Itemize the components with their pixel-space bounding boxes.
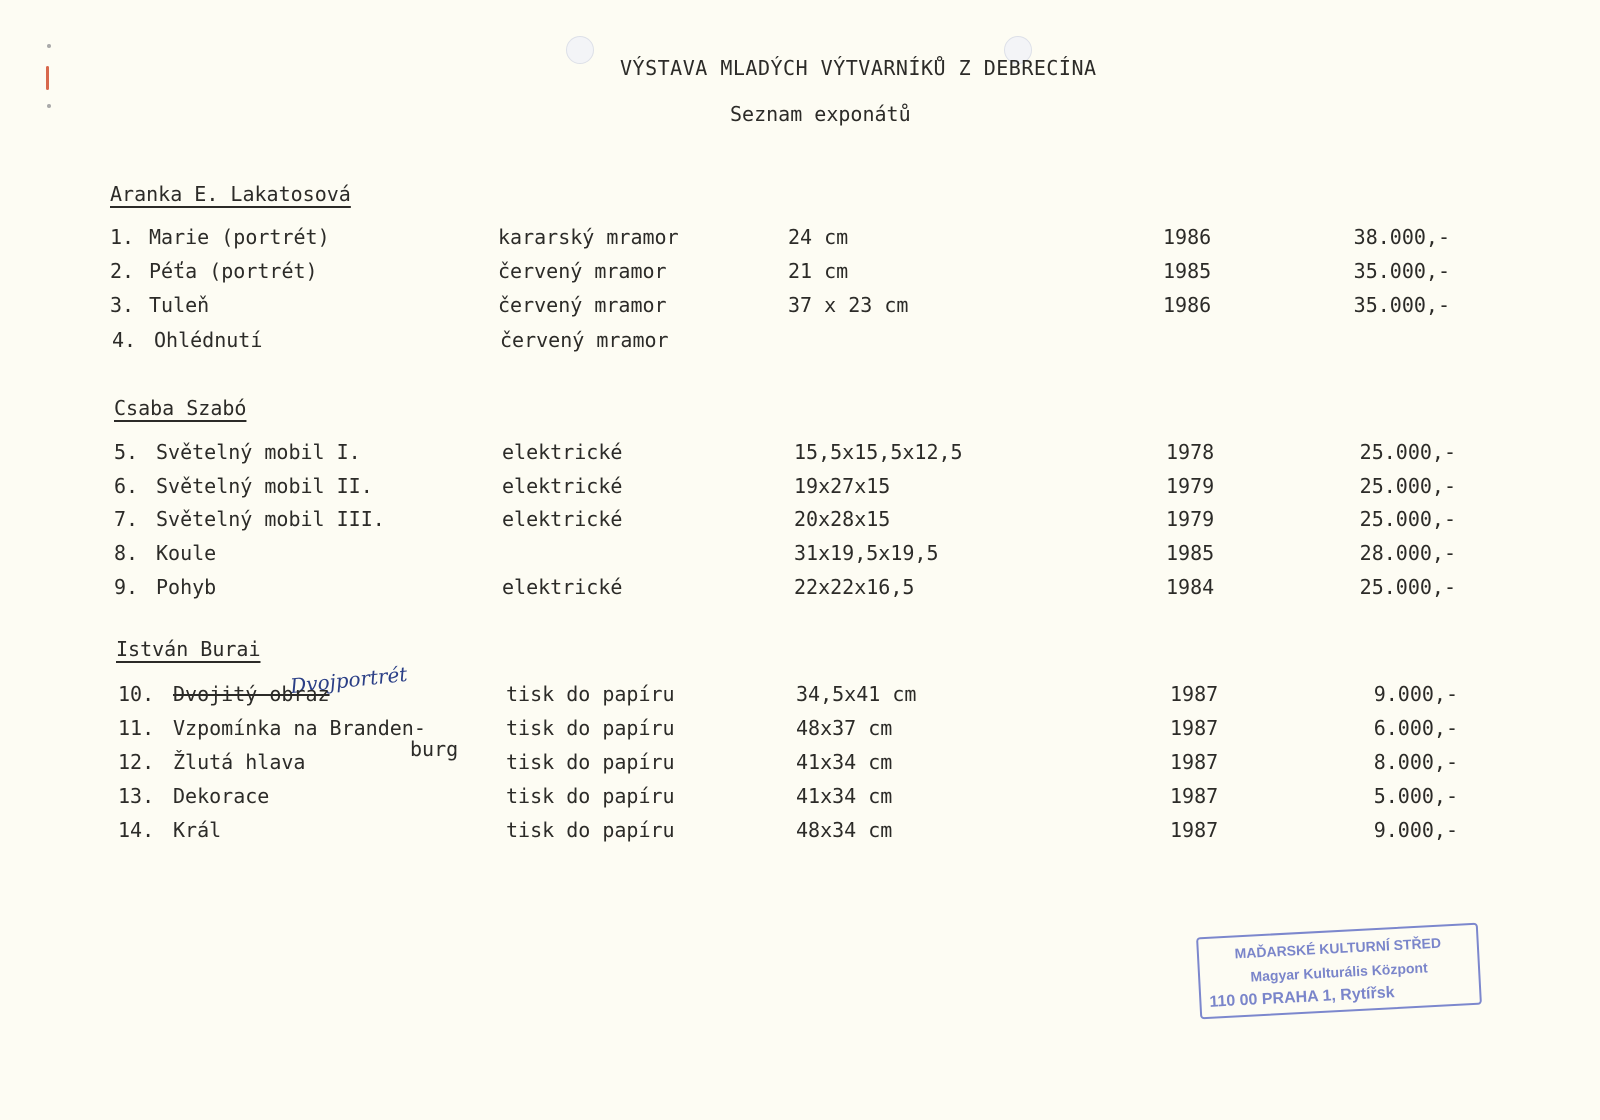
exhibit-price: 8.000,- [1373, 750, 1458, 774]
exhibit-title: Marie (portrét) [149, 225, 330, 249]
exhibit-number: 9. [114, 575, 139, 599]
exhibit-number: 4. [112, 328, 137, 352]
exhibit-year: 1985 [1166, 541, 1215, 565]
exhibit-material: tisk do papíru [506, 818, 675, 842]
artist-heading: István Burai [116, 637, 261, 661]
exhibit-row [0, 541, 1600, 573]
title-continuation: burg [410, 737, 459, 761]
exhibit-row [0, 784, 1600, 816]
exhibit-number: 1. [110, 225, 135, 249]
exhibit-row [0, 293, 1600, 325]
exhibit-row [0, 328, 1600, 360]
exhibit-material: elektrické [502, 507, 623, 531]
exhibit-number: 8. [114, 541, 139, 565]
exhibit-row [0, 440, 1600, 472]
exhibit-dimensions: 24 cm [788, 225, 849, 249]
exhibit-year: 1986 [1163, 225, 1212, 249]
exhibit-title-struck: Dvojitý obraz [173, 682, 330, 706]
exhibit-title: Ohlédnutí [154, 328, 263, 352]
exhibit-number: 11. [118, 716, 155, 740]
exhibit-row [0, 716, 1600, 748]
exhibit-material: elektrické [502, 474, 623, 498]
exhibit-material: tisk do papíru [506, 682, 675, 706]
exhibit-material: červený mramor [498, 259, 667, 283]
exhibit-material: kararský mramor [498, 225, 679, 249]
exhibit-year: 1987 [1170, 750, 1219, 774]
institution-stamp [1196, 923, 1482, 1020]
exhibit-year: 1986 [1163, 293, 1212, 317]
stamp-line-2: Magyar Kulturális Központ [1250, 959, 1429, 985]
exhibit-title: Vzpomínka na Branden- [173, 716, 426, 740]
artist-heading: Aranka E. Lakatosová [110, 182, 351, 206]
exhibit-number: 13. [118, 784, 155, 808]
exhibit-price: 35.000,- [1353, 259, 1450, 283]
exhibit-row [0, 750, 1600, 782]
exhibit-year: 1987 [1170, 818, 1219, 842]
exhibit-material: elektrické [502, 440, 623, 464]
exhibit-material: červený mramor [500, 328, 669, 352]
exhibit-price: 28.000,- [1359, 541, 1456, 565]
exhibit-dimensions: 15,5x15,5x12,5 [794, 440, 963, 464]
punch-hole-left [566, 36, 594, 64]
exhibit-title: Žlutá hlava [173, 750, 306, 774]
exhibit-number: 3. [110, 293, 135, 317]
exhibit-title: Král [173, 818, 222, 842]
exhibit-year: 1979 [1166, 507, 1215, 531]
exhibit-title: Koule [156, 541, 217, 565]
exhibit-row [0, 259, 1600, 291]
exhibit-title: Tuleň [149, 293, 210, 317]
edge-mark-dot-bottom [47, 104, 51, 108]
exhibit-number: 14. [118, 818, 155, 842]
exhibit-title: Dekorace [173, 784, 270, 808]
exhibit-number: 12. [118, 750, 155, 774]
exhibit-year: 1987 [1170, 716, 1219, 740]
exhibit-price: 25.000,- [1359, 507, 1456, 531]
exhibit-number: 10. [118, 682, 155, 706]
exhibit-year: 1985 [1163, 259, 1212, 283]
exhibit-price: 25.000,- [1359, 440, 1456, 464]
exhibit-price: 38.000,- [1353, 225, 1450, 249]
exhibit-number: 5. [114, 440, 139, 464]
document-title: VÝSTAVA MLADÝCH VÝTVARNÍKŮ Z DEBRECÍNA [620, 56, 1097, 80]
exhibit-dimensions: 48x37 cm [796, 716, 893, 740]
exhibit-dimensions: 19x27x15 [794, 474, 891, 498]
exhibit-price: 25.000,- [1359, 575, 1456, 599]
handwritten-correction: Dvojportrét [289, 661, 409, 699]
exhibit-year: 1987 [1170, 784, 1219, 808]
exhibit-material: červený mramor [498, 293, 667, 317]
exhibit-row [0, 225, 1600, 257]
exhibit-material: tisk do papíru [506, 784, 675, 808]
exhibit-dimensions: 48x34 cm [796, 818, 893, 842]
exhibit-row [0, 474, 1600, 506]
artist-heading: Csaba Szabó [114, 396, 247, 420]
exhibit-number: 2. [110, 259, 135, 283]
exhibit-price: 6.000,- [1373, 716, 1458, 740]
exhibit-row [0, 507, 1600, 539]
stamp-line-1: MAĎARSKÉ KULTURNÍ STŘED [1234, 934, 1442, 962]
edge-mark-red [46, 66, 49, 90]
exhibit-year: 1979 [1166, 474, 1215, 498]
document-subtitle: Seznam exponátů [730, 102, 911, 126]
exhibit-price: 9.000,- [1373, 818, 1458, 842]
exhibit-year: 1984 [1166, 575, 1215, 599]
exhibit-dimensions: 31x19,5x19,5 [794, 541, 939, 565]
exhibit-number: 7. [114, 507, 139, 531]
exhibit-material: tisk do papíru [506, 716, 675, 740]
exhibit-material: elektrické [502, 575, 623, 599]
exhibit-dimensions: 20x28x15 [794, 507, 891, 531]
exhibit-material: tisk do papíru [506, 750, 675, 774]
exhibit-row [0, 682, 1600, 714]
exhibit-number: 6. [114, 474, 139, 498]
exhibit-dimensions: 37 x 23 cm [788, 293, 909, 317]
exhibit-price: 9.000,- [1373, 682, 1458, 706]
exhibit-row [0, 575, 1600, 607]
exhibit-year: 1987 [1170, 682, 1219, 706]
exhibit-title: Světelný mobil III. [156, 507, 385, 531]
exhibit-title: Pohyb [156, 575, 217, 599]
exhibit-dimensions: 21 cm [788, 259, 849, 283]
exhibit-title: Světelný mobil II. [156, 474, 373, 498]
exhibit-title: Světelný mobil I. [156, 440, 361, 464]
exhibit-dimensions: 41x34 cm [796, 750, 893, 774]
exhibit-dimensions: 34,5x41 cm [796, 682, 917, 706]
stamp-line-3: 110 00 PRAHA 1, Rytířsk [1209, 984, 1395, 1011]
exhibit-row [0, 818, 1600, 850]
edge-mark-dot-top [47, 44, 51, 48]
exhibit-price: 25.000,- [1359, 474, 1456, 498]
exhibit-year: 1978 [1166, 440, 1215, 464]
exhibit-price: 5.000,- [1373, 784, 1458, 808]
exhibit-price: 35.000,- [1353, 293, 1450, 317]
exhibit-dimensions: 22x22x16,5 [794, 575, 915, 599]
exhibit-title: Péťa (portrét) [149, 259, 318, 283]
exhibit-dimensions: 41x34 cm [796, 784, 893, 808]
